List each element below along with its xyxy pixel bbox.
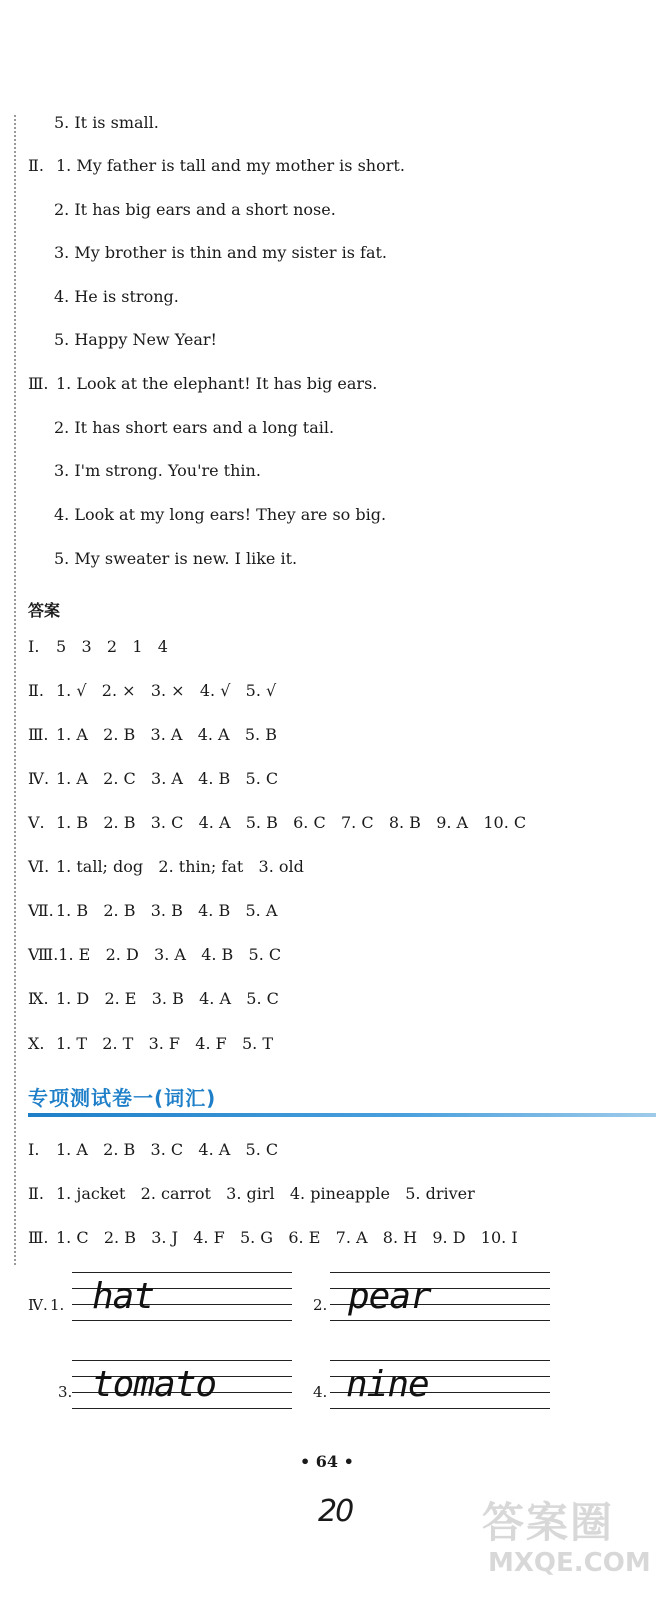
answer-row [28, 637, 168, 657]
part-label: Ⅲ. [28, 1228, 49, 1247]
answer-text: 1. tall; dog 2. thin; fat 3. old [56, 857, 304, 876]
listening-part-2 [28, 156, 405, 176]
answer-row [28, 681, 276, 701]
answer-row [28, 1228, 518, 1248]
handwritten-word: tomato [92, 1364, 217, 1405]
listening-item: 2. It has short ears and a long tail. [54, 418, 335, 437]
answer-text: 1. D 2. E 3. B 4. A 5. C [56, 989, 279, 1008]
part-label: Ⅸ. [28, 989, 49, 1008]
part-label: Ⅹ. [28, 1034, 45, 1053]
item-number: 4. [313, 1383, 328, 1401]
watermark-text-cn: 答案圈 [482, 1498, 615, 1547]
part-label: Ⅱ. [28, 156, 44, 175]
item-number: 3. [58, 1383, 73, 1401]
answer-text: 1. C 2. B 3. J 4. F 5. G 6. E 7. A 8. H 9. D 10. I [56, 1228, 518, 1247]
section-header [28, 1082, 658, 1122]
answer-row [28, 1034, 273, 1054]
section-underline [28, 1113, 656, 1117]
part-label: Ⅳ. [28, 769, 50, 788]
answer-text: 1. jacket 2. carrot 3. girl 4. pineapple 5. driver [56, 1184, 475, 1203]
answer-row [28, 725, 277, 745]
listening-item: 4. Look at my long ears! They are so big. [54, 505, 387, 524]
section-title: 专项测试卷一(词汇) [28, 1086, 217, 1110]
answer-row [28, 901, 277, 921]
listening-item: 1. My father is tall and my mother is short. [56, 156, 405, 175]
handwritten-word: hat [92, 1276, 155, 1317]
watermark-text-en: MXQE.COM [488, 1548, 651, 1578]
listening-item: 2. It has big ears and a short nose. [54, 200, 336, 219]
answer-row [28, 857, 304, 877]
answer-text: 1. A 2. B 3. C 4. A 5. C [56, 1140, 279, 1159]
handwritten-page-number: 20 [318, 1494, 353, 1529]
answer-row [28, 1184, 475, 1204]
part-label: Ⅷ. [28, 945, 59, 964]
part-label: Ⅳ. [28, 1296, 48, 1314]
listening-item: 5. It is small. [54, 113, 159, 132]
listening-item: 5. Happy New Year! [54, 330, 217, 349]
part-label: Ⅴ. [28, 813, 45, 832]
answer-text: 1. E 2. D 3. A 4. B 5. C [58, 945, 282, 964]
item-number: 2. [313, 1296, 328, 1314]
handwritten-word: nine [346, 1364, 429, 1405]
answers-heading: 答案 [28, 601, 61, 620]
answer-row [28, 989, 279, 1009]
answer-text: 1. A 2. C 3. A 4. B 5. C [56, 769, 279, 788]
listening-item: 4. He is strong. [54, 287, 179, 306]
answer-row [28, 769, 278, 789]
part-label: Ⅲ. [28, 725, 49, 744]
answer-text: 1. T 2. T 3. F 4. F 5. T [56, 1034, 274, 1053]
answer-text: 1. B 2. B 3. B 4. B 5. A [56, 901, 278, 920]
listening-item: 3. I'm strong. You're thin. [54, 461, 261, 480]
watermark-logo [482, 1490, 662, 1590]
part-label: Ⅶ. [28, 901, 54, 920]
answer-row [28, 1140, 278, 1160]
margin-dotted-rule [14, 115, 16, 1265]
part-label: Ⅱ. [28, 1184, 44, 1203]
answer-text: 1. A 2. B 3. A 4. A 5. B [56, 725, 277, 744]
answer-text: 5 3 2 1 4 [56, 637, 168, 656]
page-marker: • 64 • [300, 1452, 354, 1471]
answer-row [28, 945, 281, 965]
listening-item: 3. My brother is thin and my sister is fat. [54, 243, 388, 262]
listening-item: 5. My sweater is new. I like it. [54, 549, 298, 568]
answer-text: 1. B 2. B 3. C 4. A 5. B 6. C 7. C 8. B 9. A 10. C [56, 813, 527, 832]
answer-row [28, 813, 526, 833]
part-label: Ⅱ. [28, 681, 44, 700]
item-number: 1. [50, 1296, 65, 1314]
part-label: Ⅰ. [28, 637, 40, 656]
part-label: Ⅵ. [28, 857, 50, 876]
listening-item: 1. Look at the elephant! It has big ears. [56, 374, 378, 393]
listening-part-3 [28, 374, 377, 394]
handwritten-word: pear [348, 1276, 431, 1317]
part-label: Ⅰ. [28, 1140, 40, 1159]
answer-text: 1. √ 2. × 3. × 4. √ 5. √ [56, 681, 277, 700]
part-label: Ⅲ. [28, 374, 49, 393]
